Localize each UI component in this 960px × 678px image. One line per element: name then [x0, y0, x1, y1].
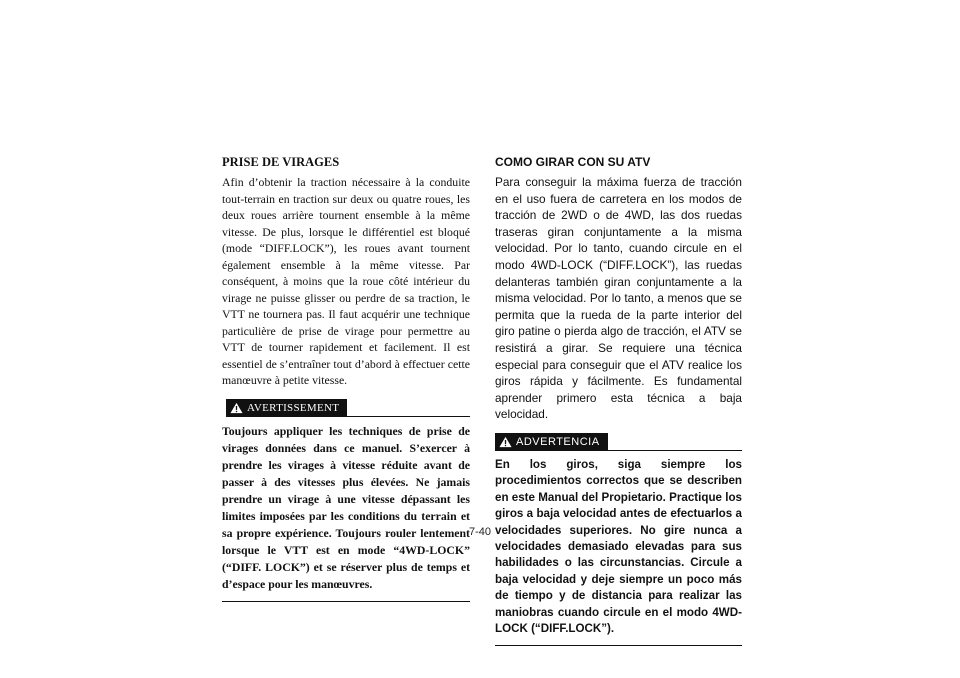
french-section-heading: PRISE DE VIRAGES [222, 155, 340, 169]
french-warning-badge [226, 399, 347, 417]
french-column [222, 153, 470, 602]
french-body-paragraph: Afin d’obtenir la traction nécessaire à la conduite tout-terrain en traction sur deux ou quatre roues, les deux roues arrière tournent ensemble à la même vitesse. De plus, lorsque le différentiel est bloqué (mode “DIFF.LOCK”), les roues avant tournent également ensemble à la même vitesse. Par conséquent, à moins que la roue côté intérieur du virage ne puisse glisser ou perdre de sa traction, le VTT ne tournera pas. Il faut acquérir une technique particulière de prise de virage pour permettre au VTT de tourner rapidement et facilement. Il est essentiel de s’entraîner tout d’abord à effectuer cette manœuvre à petite vitesse. [222, 175, 470, 387]
spanish-warning-rule [608, 449, 742, 451]
spanish-section-heading: COMO GIRAR CON SU ATV [495, 155, 651, 169]
spanish-warning-header [495, 433, 742, 451]
french-warning-end-rule [222, 601, 470, 602]
warning-triangle-icon [499, 436, 512, 448]
page-number: 7-40 [468, 526, 492, 538]
spanish-warning-badge [495, 433, 608, 451]
french-warning-label: AVERTISSEMENT [247, 401, 340, 414]
spanish-column [495, 153, 742, 646]
spanish-warning-text: En los giros, siga siempre los procedimientos correctos que se describen en este Manual del Propietario. Practique los giros a baja velocidad antes de efectuarlos a velocidades superiores. No gire nunca a velocidades demasiado elevadas para sus habilidades o las circunstancias. Circule a baja velocidad y deje siempre un poco más de tiempo y de distancia para realizar las maniobras cuando circule en el modo 4WD-LOCK (“DIFF.LOCK”). [495, 457, 742, 635]
french-warning-header [226, 399, 470, 417]
french-warning-rule [347, 415, 470, 417]
french-warning-text: Toujours appliquer les techniques de prise de virages données dans ce manuel. S’exercer à prendre les virages à vitesse réduite avant de passer à des vitesses plus élevées. Ne jamais prendre un virage à une vitesse dépassant les limites imposées par les conditions du terrain et sa propre expérience. Toujours rouler lentement lorsque le VTT est en mode “4WD-LOCK” (“DIFF. LOCK”) et se réserver plus de temps et d’espace pour les manœuvres. [222, 423, 470, 591]
warning-triangle-icon [230, 402, 243, 414]
spanish-warning-label: ADVERTENCIA [516, 435, 600, 448]
spanish-body-paragraph: Para conseguir la máxima fuerza de tracción en el uso fuera de carretera en los modos de tracción de 2WD o de 4WD, las dos ruedas traseras giran conjuntamente a la misma velocidad. Por lo tanto, cuando circule en el modo 4WD-LOCK (“DIFF.LOCK”), las ruedas delanteras también giran conjuntamente a la misma velocidad. Por lo tanto, a menos que se permita que la rueda de la parte interior del giro patine o pierda algo de tracción, el ATV se resistirá a girar. Se requiere una técnica especial para conseguir que el ATV realice los giros rápida y fácilmente. Es fundamental aprender primero esta técnica a baja velocidad. [495, 175, 742, 422]
spanish-warning-end-rule [495, 645, 742, 646]
